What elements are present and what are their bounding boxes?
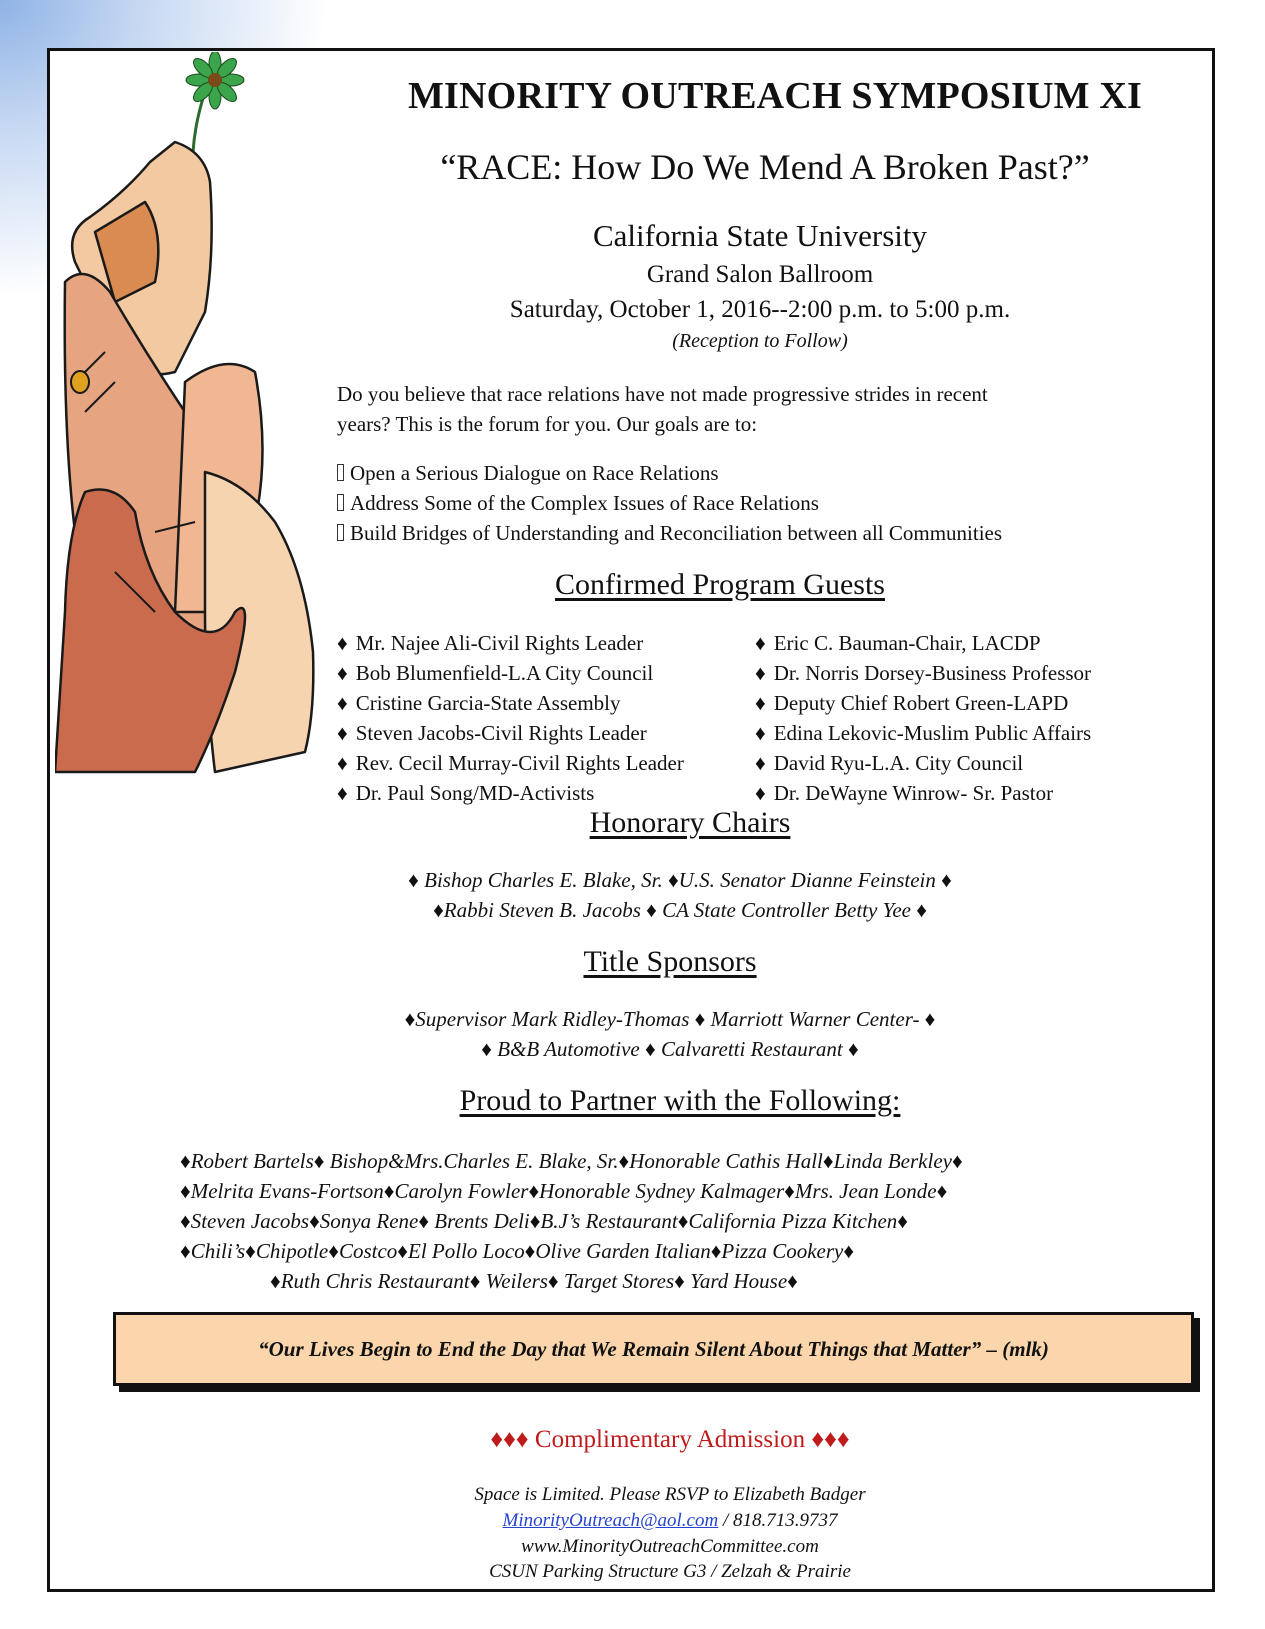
mlk-quote: “Our Lives Begin to End the Day that We Remain Silent About Things that Matter” – (mlk) <box>258 1336 1049 1361</box>
event-subtitle: “RACE: How Do We Mend A Broken Past?” <box>440 147 1090 187</box>
guest-item: ♦ Deputy Chief Robert Green-LAPD <box>755 688 1091 718</box>
mlk-quote-box <box>113 1312 1194 1386</box>
partners-list <box>180 1146 963 1296</box>
guest-item: ♦ Eric C. Bauman-Chair, LACDP <box>755 628 1091 658</box>
reception-note: (Reception to Follow) <box>672 330 848 352</box>
intro-line: years? This is the forum for you. Our goals are to: <box>337 412 758 436</box>
guest-item: ♦ Dr. DeWayne Winrow- Sr. Pastor <box>755 778 1091 808</box>
admission-note: ♦♦♦ Complimentary Admission ♦♦♦ <box>490 1426 850 1453</box>
parking-info: CSUN Parking Structure G3 / Zelzah & Prairie <box>489 1561 851 1582</box>
website-link[interactable]: www.MinorityOutreachCommittee.com <box>521 1536 819 1557</box>
guest-item: ♦ David Ryu-L.A. City Council <box>755 748 1091 778</box>
guest-item: ♦ Dr. Paul Song/MD-Activists <box>337 778 684 808</box>
intro-paragraph <box>337 379 1197 439</box>
university-name: California State University <box>592 218 928 253</box>
guest-item: ♦ Edina Lekovic-Muslim Public Affairs <box>755 718 1091 748</box>
checkbox-glyph-icon <box>337 524 344 541</box>
goal-item: Open a Serious Dialogue on Race Relations <box>337 458 1002 488</box>
checkbox-glyph-icon <box>337 464 344 481</box>
rsvp-phone: / 818.713.9737 <box>718 1510 838 1531</box>
checkbox-glyph-icon <box>337 494 344 511</box>
honorary-chairs-heading: Honorary Chairs <box>589 806 791 839</box>
rsvp-email-link[interactable]: MinorityOutreach@aol.com <box>502 1510 719 1531</box>
guests-heading: Confirmed Program Guests <box>555 568 885 601</box>
daisy-flower-icon <box>186 52 244 152</box>
goal-item: Build Bridges of Understanding and Reconciliation between all Communities <box>337 518 1002 548</box>
sponsors-line: ♦ B&B Automotive ♦ Calvaretti Restaurant ♦ <box>481 1037 859 1061</box>
partners-line: ♦Melrita Evans-Fortson♦Carolyn Fowler♦Honorable Sydney Kalmager♦Mrs. Jean Londe♦ <box>180 1179 948 1203</box>
goal-item: Address Some of the Complex Issues of Race Relations <box>337 488 1002 518</box>
partners-line: ♦Chili’s♦Chipotle♦Costco♦El Pollo Loco♦Olive Garden Italian♦Pizza Cookery♦ <box>180 1239 855 1263</box>
event-title: MINORITY OUTREACH SYMPOSIUM XI <box>407 75 1142 117</box>
guests-list-left <box>337 628 684 808</box>
honorary-chairs-line: ♦Rabbi Steven B. Jacobs ♦ CA State Controller Betty Yee ♦ <box>433 898 927 922</box>
guest-item: ♦ Rev. Cecil Murray-Civil Rights Leader <box>337 748 684 778</box>
guest-item: ♦ Mr. Najee Ali-Civil Rights Leader <box>337 628 684 658</box>
hands-flower-illustration <box>55 52 317 784</box>
rsvp-line: Space is Limited. Please RSVP to Elizabeth Badger <box>474 1484 866 1505</box>
sponsors-heading: Title Sponsors <box>583 945 757 978</box>
sponsors-line: ♦Supervisor Mark Ridley-Thomas ♦ Marriott Warner Center- ♦ <box>404 1007 936 1031</box>
partners-line: ♦Robert Bartels♦ Bishop&Mrs.Charles E. Blake, Sr.♦Honorable Cathis Hall♦Linda Berkley♦ <box>180 1149 963 1173</box>
event-datetime: Saturday, October 1, 2016--2:00 p.m. to 5:00 p.m. <box>509 296 1011 323</box>
guest-item: ♦ Steven Jacobs-Civil Rights Leader <box>337 718 684 748</box>
partners-heading: Proud to Partner with the Following: <box>459 1084 901 1117</box>
honorary-chairs-line: ♦ Bishop Charles E. Blake, Sr. ♦U.S. Senator Dianne Feinstein ♦ <box>408 868 952 892</box>
partners-line: ♦Steven Jacobs♦Sonya Rene♦ Brents Deli♦B.J’s Restaurant♦California Pizza Kitchen♦ <box>180 1209 909 1233</box>
guest-item: ♦ Bob Blumenfield-L.A City Council <box>337 658 684 688</box>
guest-item: ♦ Cristine Garcia-State Assembly <box>337 688 684 718</box>
venue-name: Grand Salon Ballroom <box>646 261 874 288</box>
guests-list-right <box>755 628 1091 808</box>
contact-line <box>340 1510 1000 1532</box>
guest-item: ♦ Dr. Norris Dorsey-Business Professor <box>755 658 1091 688</box>
partners-line: ♦Ruth Chris Restaurant♦ Weilers♦ Target Stores♦ Yard House♦ <box>270 1269 798 1293</box>
goals-list <box>337 458 1002 548</box>
intro-line: Do you believe that race relations have not made progressive strides in recent <box>337 382 988 406</box>
